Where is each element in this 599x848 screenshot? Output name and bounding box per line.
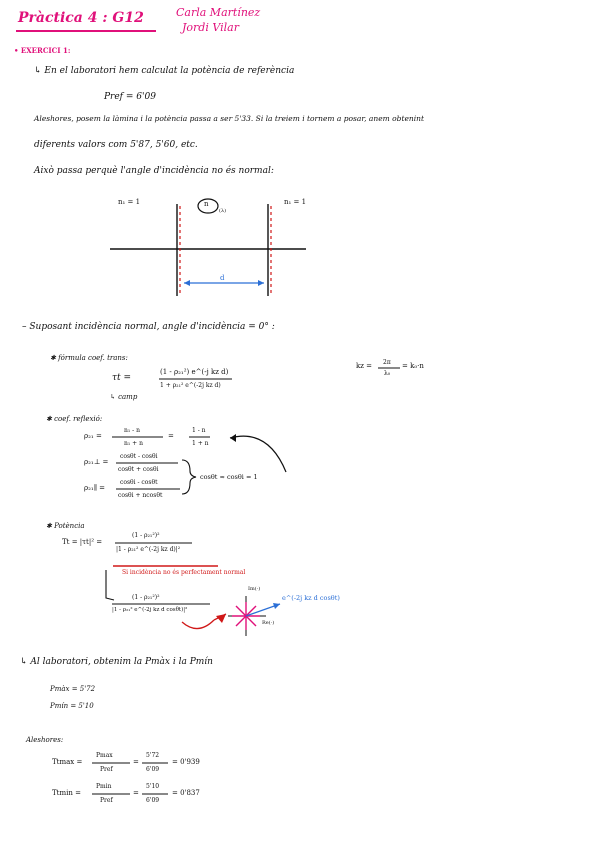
power-label: ✱ Potència xyxy=(46,522,85,530)
tmin-den: Pref xyxy=(100,797,113,804)
p21-rhs-num: 1 - n xyxy=(192,427,206,434)
pte-den: cosθt + cosθi xyxy=(118,466,159,473)
intro-text: ↳ En el laboratori hem calculat la potència de referència xyxy=(34,66,295,76)
ptm-num: cosθi - cosθt xyxy=(120,479,158,486)
im-axis-label: Im(·) xyxy=(248,586,261,592)
paragraph-1a: Aleshores, posem la làmina i la potència passa a ser 5'33. Si la treiem i tornem a posar, anem obtenint xyxy=(34,114,424,123)
kz-lhs: kz = xyxy=(356,362,373,370)
trans-label: ✱ fórmula coef. trans: xyxy=(50,354,128,362)
n-center-label: n xyxy=(204,200,209,208)
p21-den: n₁ + n xyxy=(124,440,143,447)
pte-lhs: ρ₂₁⊥ = xyxy=(84,458,109,466)
title-underline xyxy=(16,30,156,32)
re-axis-label: Re(·) xyxy=(262,620,275,626)
tmin-den-2: 6'09 xyxy=(146,797,160,804)
trans-num: (1 - ρ₂₁²) e^(-j kz d) xyxy=(160,368,229,376)
author-2: Jordi Vilar xyxy=(182,21,239,34)
power-red-note: Si incidència no és perfectament normal xyxy=(122,569,246,576)
tmax-num-2: 5'72 xyxy=(146,752,160,759)
page-title: Pràctica 4 : G12 xyxy=(18,10,144,26)
trans-lhs: τt = xyxy=(112,373,131,383)
p21-lhs: ρ₂₁ = xyxy=(84,432,102,440)
power-den-2: |1 - ρ₂₁² e^(-2j kz d cosθt)|² xyxy=(112,607,188,613)
lab-intro: ↳ Al laboratori, obtenim la Pmàx i la Pmín xyxy=(20,657,213,667)
tmax-result: = 0'939 xyxy=(172,758,200,766)
power-arrow xyxy=(106,570,114,600)
tmin-result: = 0'837 xyxy=(172,789,200,797)
kz-den: λ₀ xyxy=(384,370,391,377)
pmin-value: Pmín = 5'10 xyxy=(50,702,94,710)
eq-sign-tmin: = xyxy=(133,789,139,797)
tmin-num: Pmin xyxy=(96,783,112,790)
n-sub-label: (λ) xyxy=(219,208,227,214)
normal-heading: – Suposant incidència normal, angle d'incidència = 0° : xyxy=(22,322,275,332)
pref-value: Pref = 6'09 xyxy=(104,92,156,102)
tmin-lhs: Ttmin = xyxy=(52,789,81,797)
pte-num: cosθt - cosθi xyxy=(120,453,158,460)
trans-note: ↳ camp xyxy=(110,393,138,401)
cos-note: cosθt ≈ cosθi = 1 xyxy=(200,473,258,481)
tmax-den: Pref xyxy=(100,766,113,773)
author-1: Carla Martínez xyxy=(176,6,261,19)
pmax-value: Pmàx = 5'72 xyxy=(50,685,96,693)
tmax-num: Pmax xyxy=(96,752,113,759)
power-num-2: (1 - ρ₂₁²)² xyxy=(132,594,160,601)
red-curve xyxy=(182,620,214,629)
exercise-label: • EXERCICI 1: xyxy=(14,46,71,55)
p21-rhs-den: 1 + n xyxy=(192,440,209,447)
kz-num: 2π xyxy=(383,359,391,366)
power-lhs: Tt = |τt|² = xyxy=(62,538,103,546)
reflex-label: ✱ coef. reflexió: xyxy=(46,415,103,423)
power-num-1: (1 - ρ₂₁²)² xyxy=(132,532,160,539)
ptm-den: cosθi + ncosθt xyxy=(118,492,163,499)
kz-rhs: = k₀·n xyxy=(402,362,424,370)
tmax-lhs: Ttmax = xyxy=(52,758,83,766)
aleshores-label: Aleshores: xyxy=(26,736,64,744)
ptm-lhs: ρ₂₁∥ = xyxy=(84,484,106,492)
d-label: d xyxy=(220,274,225,282)
n-right-label: n₁ = 1 xyxy=(284,198,307,206)
power-den-1: |1 - ρ₂₁² e^(-2j kz d)|² xyxy=(116,546,181,553)
paragraph-2: Això passa perquè l'angle d'incidència no és normal: xyxy=(34,166,274,176)
paragraph-1b: diferents valors com 5'87, 5'60, etc. xyxy=(34,140,198,150)
tmax-den-2: 6'09 xyxy=(146,766,160,773)
reflex-arrow xyxy=(230,436,286,472)
p21-num: n₁ - n xyxy=(124,427,140,434)
brace xyxy=(182,460,196,494)
eq-sign: = xyxy=(168,432,174,440)
n-left-label: n₁ = 1 xyxy=(118,198,141,206)
trans-den: 1 + ρ₂₁² e^(-2j kz d) xyxy=(160,382,221,389)
tmin-num-2: 5'10 xyxy=(146,783,160,790)
eq-sign-tmax: = xyxy=(133,758,139,766)
exp-label: e^(-2j kz d cosθt) xyxy=(282,594,340,602)
